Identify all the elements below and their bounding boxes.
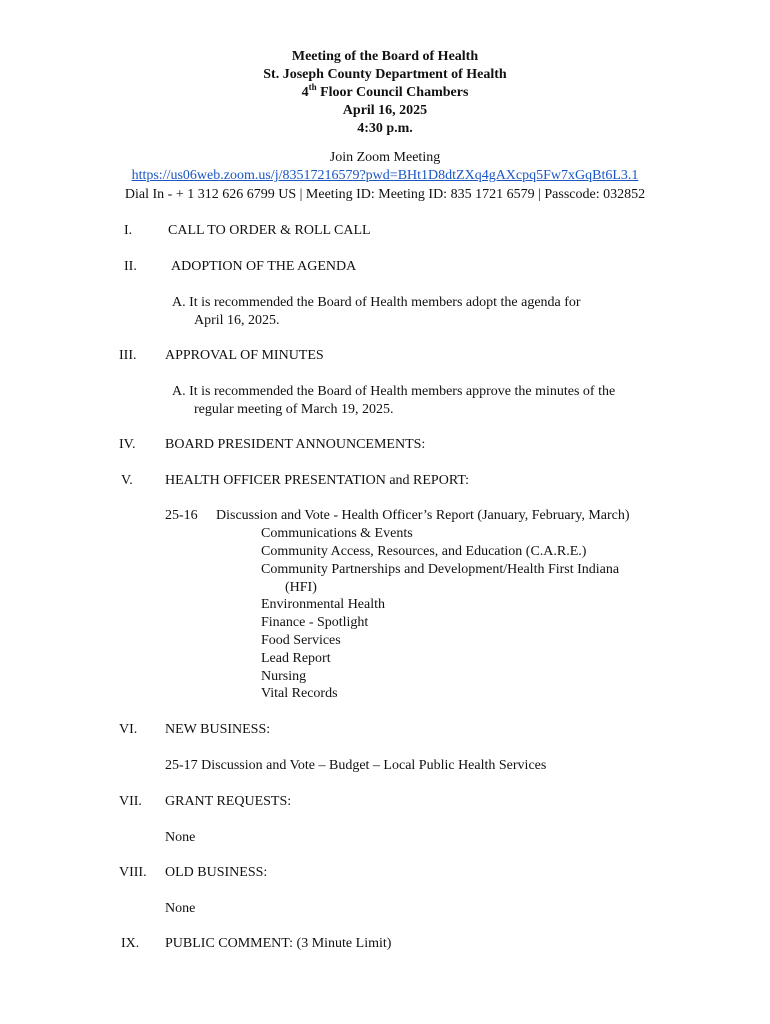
- zoom-join-label: Join Zoom Meeting: [329, 150, 441, 165]
- floor-ordinal: th: [308, 82, 317, 92]
- section-number: V.: [121, 473, 133, 488]
- minutes-item-line1: A. It is recommended the Board of Health members approve the minutes of the: [172, 384, 616, 399]
- report-subitem: Communications & Events: [261, 526, 413, 541]
- report-subitem: Finance - Spotlight: [261, 615, 369, 630]
- item-health-officer-report: Discussion and Vote - Health Officer’s Report (January, February, March): [216, 508, 630, 523]
- report-subitem: Nursing: [261, 669, 307, 684]
- report-subitem: Food Services: [261, 633, 341, 648]
- zoom-meeting-link[interactable]: https://us06web.zoom.us/j/83517216579?pwd=BHt1D8dtZXq4gAXcpq5Fw7xGqBt6L3.1: [131, 168, 639, 183]
- department-name: St. Joseph County Department of Health: [263, 67, 507, 82]
- section-number: VI.: [119, 722, 138, 737]
- item-number-25-16: 25-16: [165, 508, 198, 523]
- report-subitem: (HFI): [285, 580, 317, 595]
- section-title-announcements: BOARD PRESIDENT ANNOUNCEMENTS:: [165, 437, 426, 452]
- report-subitem: Environmental Health: [261, 597, 386, 612]
- section-number: II.: [124, 259, 137, 274]
- meeting-location: [0, 84, 770, 101]
- section-number: I.: [124, 223, 133, 238]
- minutes-item-line2: regular meeting of March 19, 2025.: [194, 402, 394, 417]
- section-number: III.: [119, 348, 137, 363]
- meeting-title: Meeting of the Board of Health: [291, 49, 479, 64]
- section-title-adoption: ADOPTION OF THE AGENDA: [171, 259, 357, 274]
- section-title-minutes: APPROVAL OF MINUTES: [165, 348, 324, 363]
- section-title-public-comment: PUBLIC COMMENT: (3 Minute Limit): [165, 936, 392, 951]
- floor-rest: Floor Council Chambers: [316, 85, 469, 100]
- section-number: VII.: [119, 794, 142, 809]
- section-title-new-business: NEW BUSINESS:: [165, 722, 271, 737]
- section-number: IV.: [119, 437, 136, 452]
- section-title-grant-requests: GRANT REQUESTS:: [165, 794, 292, 809]
- floor-number: 4: [301, 85, 309, 100]
- dial-in-info: Dial In - + 1 312 626 6799 US | Meeting ID: Meeting ID: 835 1721 6579 | Passcode: 032852: [124, 187, 646, 202]
- report-subitem: Vital Records: [261, 686, 338, 701]
- meeting-date: April 16, 2025: [342, 103, 428, 118]
- report-subitem: Lead Report: [261, 651, 331, 666]
- old-business-body: None: [165, 901, 196, 916]
- section-number: VIII.: [119, 865, 147, 880]
- section-title-health-officer: HEALTH OFFICER PRESENTATION and REPORT:: [165, 473, 470, 488]
- section-number: IX.: [121, 936, 140, 951]
- section-title-call-to-order: CALL TO ORDER & ROLL CALL: [168, 223, 371, 238]
- section-title-old-business: OLD BUSINESS:: [165, 865, 268, 880]
- meeting-time: 4:30 p.m.: [357, 121, 413, 136]
- report-subitem: Community Partnerships and Development/Health First Indiana: [261, 562, 620, 577]
- grant-requests-body: None: [165, 830, 196, 845]
- item-budget: 25-17 Discussion and Vote – Budget – Local Public Health Services: [165, 758, 547, 773]
- adoption-item-line2: April 16, 2025.: [194, 313, 280, 328]
- adoption-item-line1: A. It is recommended the Board of Health members adopt the agenda for: [172, 295, 581, 310]
- report-subitem: Community Access, Resources, and Education (C.A.R.E.): [261, 544, 587, 559]
